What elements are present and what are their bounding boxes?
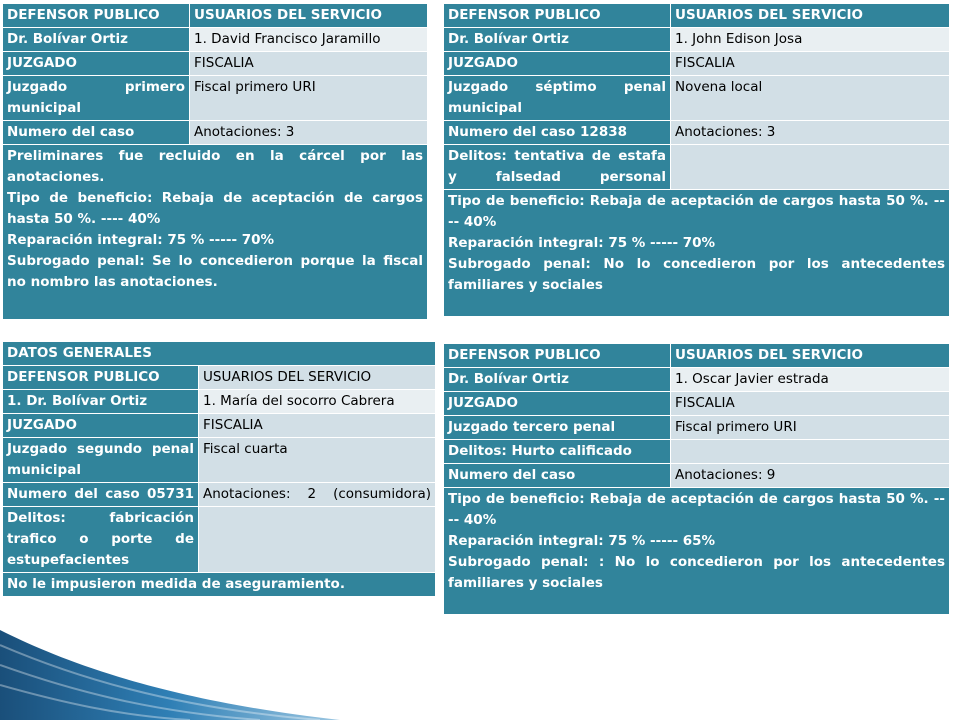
case-number-label: Numero del caso 12838 (444, 121, 671, 145)
case-card-1 (2, 3, 428, 320)
annotations: Anotaciones: 3 (190, 121, 428, 145)
footer-note: No le impusieron medida de aseguramiento. (3, 573, 436, 597)
case-card-3 (2, 341, 436, 597)
note-line: Reparación integral: 75 % ----- 65% (448, 533, 716, 549)
note-line: Tipo de beneficio: Rebaja de aceptación de cargos hasta 50 %. ---- 40% (448, 491, 945, 528)
fiscalia-label: FISCALIA (671, 52, 950, 76)
case-number-label: Numero del caso (444, 464, 671, 488)
note-line: Subrogado penal: : No lo concedieron por los antecedentes familiares y sociales (448, 554, 945, 591)
defensor-name: Dr. Bolívar Ortiz (444, 368, 671, 392)
crimes-empty (199, 507, 436, 573)
crimes: Delitos: tentativa de estafa y falsedad personal (444, 145, 671, 190)
header-usuarios: USUARIOS DEL SERVICIO (671, 4, 950, 28)
usuario-name: 1. David Francisco Jaramillo (190, 28, 428, 52)
juzgado-label: JUZGADO (3, 414, 199, 438)
note-line: Preliminares fue recluido en la cárcel por las anotaciones. (7, 148, 423, 185)
fiscal-value: Fiscal primero URI (190, 76, 428, 121)
header-defensor: DEFENSOR PUBLICO (3, 366, 199, 390)
annotations: Anotaciones: 3 (671, 121, 950, 145)
annotations: Anotaciones: 9 (671, 464, 950, 488)
juzgado-label: JUZGADO (444, 392, 671, 416)
case-notes (444, 488, 950, 615)
note-line: Subrogado penal: No lo concedieron por los antecedentes familiares y sociales (448, 256, 945, 293)
decorative-swoosh (0, 620, 340, 720)
general-data-title: DATOS GENERALES (3, 342, 436, 366)
case-number: Numero del caso 05731 (3, 483, 199, 507)
juzgado-value: Juzgado tercero penal (444, 416, 671, 440)
juzgado-value: Juzgado séptimo penal municipal (444, 76, 671, 121)
header-defensor: DEFENSOR PUBLICO (444, 344, 671, 368)
header-usuarios: USUARIOS DEL SERVICIO (190, 4, 428, 28)
case-notes (444, 190, 950, 317)
juzgado-value: Juzgado primero municipal (3, 76, 190, 121)
crimes-empty (671, 145, 950, 190)
defensor-name: Dr. Bolívar Ortiz (3, 28, 190, 52)
defensor-name: Dr. Bolívar Ortiz (444, 28, 671, 52)
juzgado-label: JUZGADO (444, 52, 671, 76)
crimes-empty (671, 440, 950, 464)
header-defensor: DEFENSOR PUBLICO (3, 4, 190, 28)
fiscal-value: Novena local (671, 76, 950, 121)
fiscalia-label: FISCALIA (190, 52, 428, 76)
crimes: Delitos: fabricación trafico o porte de estupefacientes (3, 507, 199, 573)
fiscal-value: Fiscal primero URI (671, 416, 950, 440)
case-card-4 (443, 343, 950, 615)
note-line: Tipo de beneficio: Rebaja de aceptación de cargos hasta 50 %. ---- 40% (7, 190, 423, 227)
swoosh-band (0, 630, 340, 720)
header-usuarios: USUARIOS DEL SERVICIO (199, 366, 436, 390)
case-card-2 (443, 3, 950, 317)
usuario-name: 1. John Edison Josa (671, 28, 950, 52)
note-line: Reparación integral: 75 % ----- 70% (448, 235, 716, 251)
case-notes (3, 145, 428, 320)
header-usuarios: USUARIOS DEL SERVICIO (671, 344, 950, 368)
note-line: Reparación integral: 75 % ----- 70% (7, 232, 275, 248)
juzgado-value: Juzgado segundo penal municipal (3, 438, 199, 483)
note-line: Subrogado penal: Se lo concedieron porque la fiscal no nombro las anotaciones. (7, 253, 423, 290)
usuario-name: 1. María del socorro Cabrera (199, 390, 436, 414)
fiscalia-label: FISCALIA (671, 392, 950, 416)
annotations: Anotaciones: 2 (consumidora) (199, 483, 436, 507)
usuario-name: 1. Oscar Javier estrada (671, 368, 950, 392)
crimes: Delitos: Hurto calificado (444, 440, 671, 464)
case-number-label: Numero del caso (3, 121, 190, 145)
note-line: Tipo de beneficio: Rebaja de aceptación de cargos hasta 50 %. ---- 40% (448, 193, 945, 230)
juzgado-label: JUZGADO (3, 52, 190, 76)
fiscalia-label: FISCALIA (199, 414, 436, 438)
defensor-name: 1. Dr. Bolívar Ortiz (3, 390, 199, 414)
fiscal-value: Fiscal cuarta (199, 438, 436, 483)
header-defensor: DEFENSOR PUBLICO (444, 4, 671, 28)
